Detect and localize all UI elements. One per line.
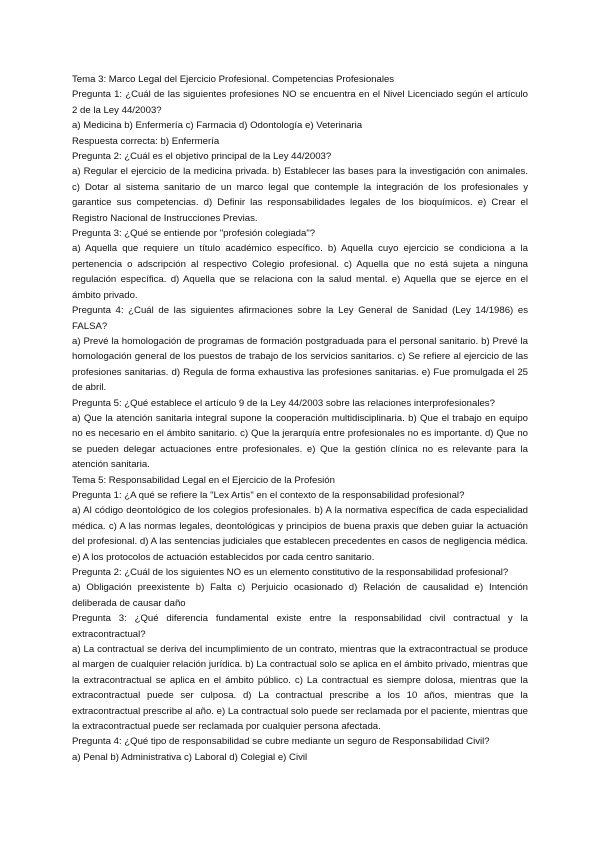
options-5-3: a) La contractual se deriva del incumplimiento de un contrato, mientras que la extracontractual se produce al margen de cualquier relación jurídica. b) La contractual solo se aplica en el ámbito privado, mientras que la extracontractual se aplica en el ámbito público. c) La contractual es siempre dolosa, mientras que la extracontractual puede ser culposa. d) La contractual prescribe a los 10 años, mientras que la extracontractual prescribe al año. e) La contractual solo puede ser reclamada por el paciente, mientras que la extracontractual puede ser reclamada por cualquier persona afectada. bbox=[72, 644, 528, 733]
topic-heading-5: Tema 5: Responsabilidad Legal en el Ejercicio de la Profesión bbox=[72, 474, 335, 486]
question-5-4: Pregunta 4: ¿Qué tipo de responsabilidad se cubre mediante un seguro de Responsabilidad Civil? bbox=[72, 736, 490, 748]
options-3-3: a) Aquella que requiere un título académico específico. b) Aquella cuyo ejercicio se condiciona a la pertenencia o adscripción al respectivo Colegio profesional. c) Aquella que no está sujeta a ninguna regulación específica. d) Aquella que se relaciona con la salud mental. e) Aquella que se ejerce en el ámbito privado. bbox=[72, 243, 528, 301]
options-5-1: a) Al código deontológico de los colegios profesionales. b) A la normativa específica de cada especialidad médica. c) A las normas legales, deontológicas y principios de buena praxis que deben guiar la actuación del profesional. d) A las sentencias judiciales que establecen precedentes en casos de negligencia médica. e) A los protocolos de actuación establecidos por cada centro sanitario. bbox=[72, 505, 528, 563]
question-3-4: Pregunta 4: ¿Cuál de las siguientes afirmaciones sobre la Ley General de Sanidad (Ley 14/1986) es FALSA? bbox=[72, 305, 528, 332]
question-5-2: Pregunta 2: ¿Cuál de los siguientes NO es un elemento constitutivo de la responsabilidad profesional? bbox=[72, 567, 509, 578]
question-5-3: Pregunta 3: ¿Qué diferencia fundamental existe entre la responsabilidad civil contractual y la extracontractual? bbox=[72, 613, 528, 640]
options-3-1: a) Medicina b) Enfermería c) Farmacia d) Odontología e) Veterinaria bbox=[72, 120, 363, 132]
options-3-5: a) Que la atención sanitaria integral supone la cooperación multidisciplinaria. b) Que el trabajo en equipo no es necesario en el ámbito sanitario. c) Que la jerarquía entre profesionales no es importante. d) Que no se pueden delegar actuaciones entre profesionales. e) Que la gestión clínica no es relevante para la atención sanitaria. bbox=[72, 412, 528, 471]
options-3-4: a) Prevé la homologación de programas de formación postgraduada para el personal sanitario. b) Prevé la homologación general de los puestos de trabajo de los servicios sanitarios. c) Se refiere al ejercicio de las profesiones sanitarias. d) Regula de forma exhaustiva las profesiones sanitarias. e) Fue promulgada el 25 de abril. bbox=[72, 335, 528, 394]
question-3-2: Pregunta 2: ¿Cuál es el objetivo principal de la Ley 44/2003? bbox=[72, 151, 332, 163]
options-5-4: a) Penal b) Administrativa c) Laboral d) Colegial e) Civil bbox=[72, 751, 308, 763]
question-3-5: Pregunta 5: ¿Qué establece el artículo 9 de la Ley 44/2003 sobre las relaciones interprofesionales? bbox=[72, 397, 495, 409]
answer-3-1: Respuesta correcta: b) Enfermería bbox=[72, 135, 220, 147]
question-3-3: Pregunta 3: ¿Qué se entiende por "profesión colegiada"? bbox=[72, 228, 316, 240]
question-3-1: Pregunta 1: ¿Cuál de las siguientes profesiones NO se encuentra en el Nivel Licenciado según el artículo 2 de la Ley 44/2003? bbox=[72, 89, 528, 116]
document-body bbox=[72, 72, 528, 765]
topic-heading-3: Tema 3: Marco Legal del Ejercicio Profesional. Competencias Profesionales bbox=[72, 74, 395, 85]
options-5-2: a) Obligación preexistente b) Falta c) Perjuicio ocasionado d) Relación de causalidad e) Intención deliberada de causar daño bbox=[72, 582, 528, 609]
options-3-2: a) Regular el ejercicio de la medicina privada. b) Establecer las bases para la investigación con animales. c) Dotar al sistema sanitario de un marco legal que contemple la integración de los profesionales y garantice sus competencias. d) Definir las responsabilidades legales de los bioquímicos. e) Crear el Registro Nacional de Instrucciones Previas. bbox=[72, 166, 528, 224]
question-5-1: Pregunta 1: ¿A qué se refiere la "Lex Artis" en el contexto de la responsabilidad profesional? bbox=[72, 489, 465, 501]
